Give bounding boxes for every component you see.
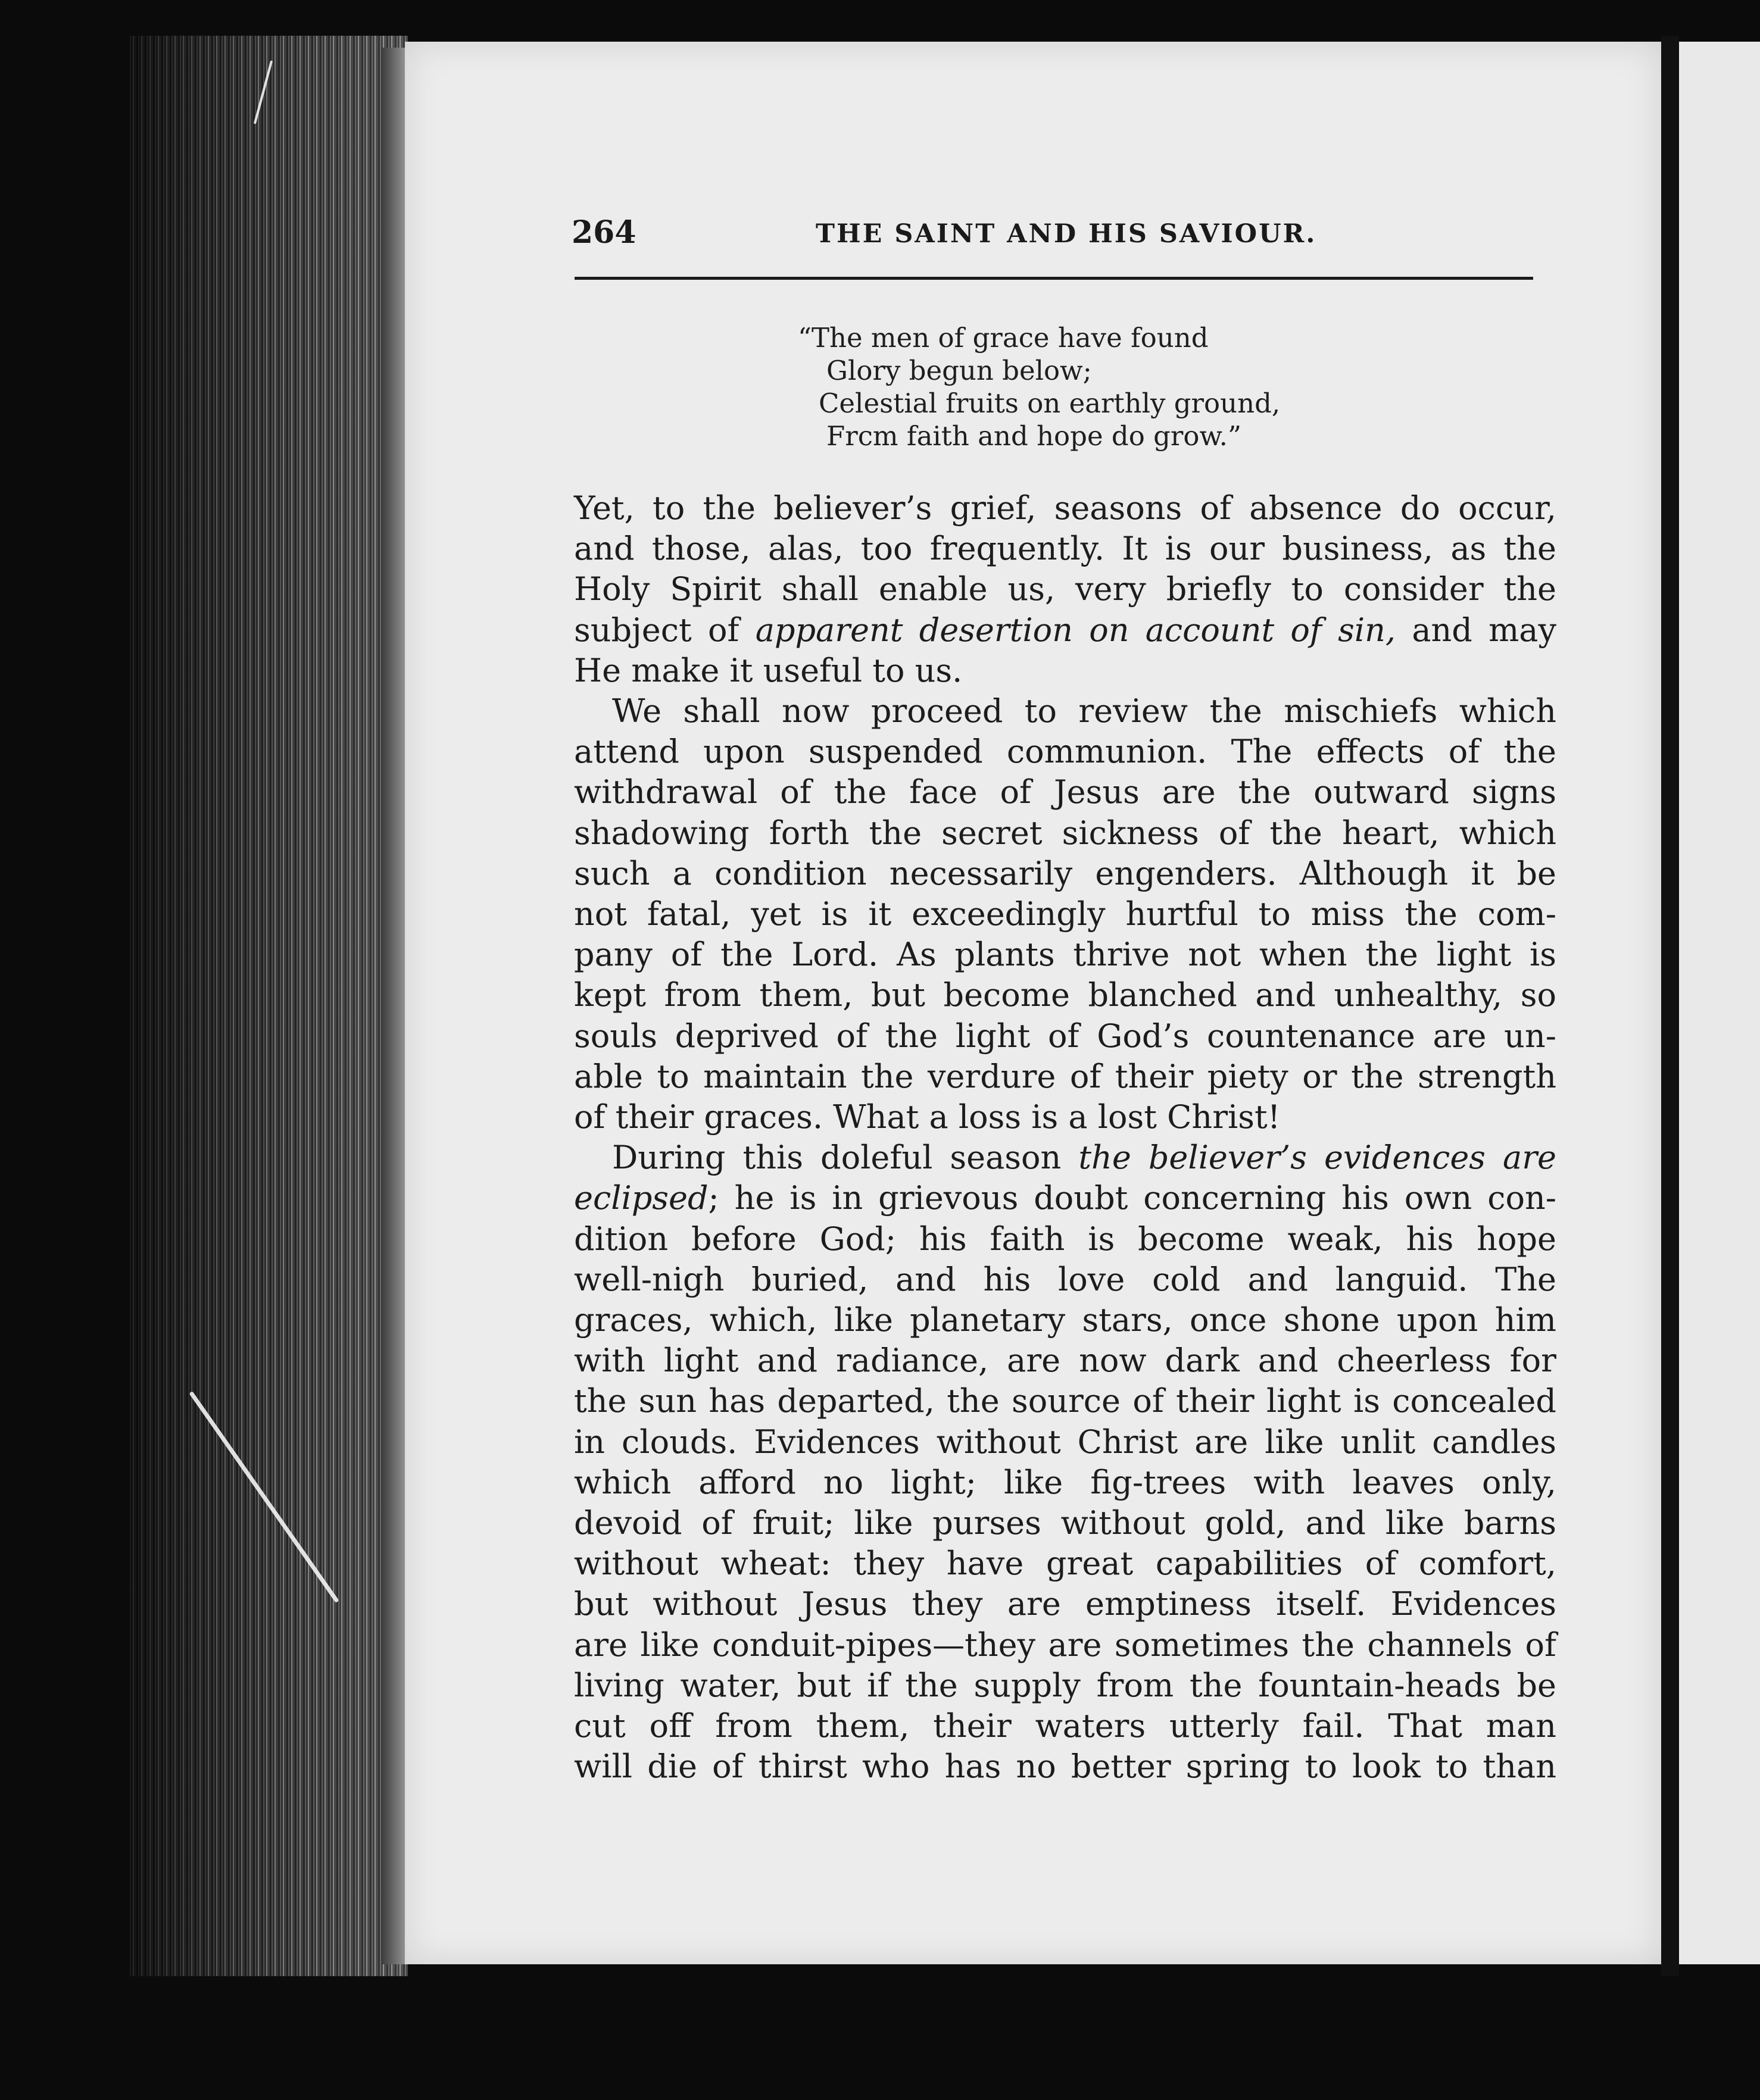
text-line: not fatal, yet is it exceedingly hurtful to miss the com- bbox=[574, 895, 1556, 933]
italic-phrase: the believer’s evidences are bbox=[1078, 1139, 1556, 1177]
text-line: able to maintain the verdure of their piety or the strength bbox=[574, 1057, 1556, 1095]
text-line: dition before God; his faith is become weak, his hope bbox=[574, 1220, 1556, 1258]
text-line: souls deprived of the light of God’s countenance are un- bbox=[574, 1017, 1556, 1055]
verse-quotation bbox=[798, 321, 1280, 452]
text-line: with light and radiance, are now dark and cheerless for bbox=[574, 1342, 1556, 1380]
text-line: withdrawal of the face of Jesus are the outward signs bbox=[574, 773, 1556, 811]
body-text bbox=[574, 488, 1556, 1788]
text-fragment: and may bbox=[1396, 611, 1557, 649]
verse-line: “The men of grace have found bbox=[798, 322, 1209, 354]
text-line: He make it useful to us. bbox=[574, 651, 963, 689]
text-line: without wheat: they have great capabilities of comfort, bbox=[574, 1545, 1556, 1583]
text-line: well-nigh buried, and his love cold and languid. The bbox=[574, 1260, 1556, 1298]
text-line bbox=[574, 1138, 1556, 1178]
paragraph-2 bbox=[574, 691, 1556, 1138]
text-line: kept from them, but become blanched and unhealthy, so bbox=[574, 976, 1556, 1014]
text-line: such a condition necessarily engenders. Although it be bbox=[574, 854, 1556, 892]
text-line: and those, alas, too frequently. It is our business, as the bbox=[574, 530, 1556, 568]
paragraph-3 bbox=[574, 1138, 1556, 1787]
text-line: which afford no light; like fig-trees with leaves only, bbox=[574, 1463, 1556, 1501]
running-title: THE SAINT AND HIS SAVIOUR. bbox=[816, 219, 1317, 249]
running-header bbox=[572, 214, 1530, 262]
text-line: devoid of fruit; like purses without gold, and like barns bbox=[574, 1504, 1556, 1542]
header-rule bbox=[575, 277, 1533, 280]
text-line: graces, which, like planetary stars, once shone upon him bbox=[574, 1301, 1556, 1339]
text-line: the sun has departed, the source of their light is concealed bbox=[574, 1382, 1556, 1420]
verse-line: Glory begun below; bbox=[826, 355, 1092, 386]
paragraph-1 bbox=[574, 488, 1556, 691]
text-line: cut off from them, their waters utterly fail. That man bbox=[574, 1707, 1556, 1745]
text-line: attend upon suspended communion. The effects of the bbox=[574, 733, 1556, 771]
text-line: but without Jesus they are emptiness itself. Evidences bbox=[574, 1585, 1556, 1623]
page-edges bbox=[128, 36, 408, 1976]
text-line: pany of the Lord. As plants thrive not when the light is bbox=[574, 936, 1556, 974]
text-line bbox=[574, 1178, 1556, 1218]
text-line: shadowing forth the secret sickness of the heart, which bbox=[574, 814, 1556, 852]
text-line: in clouds. Evidences without Christ are like unlit candles bbox=[574, 1423, 1556, 1461]
verse-line: Celestial fruits on earthly ground, bbox=[819, 388, 1281, 419]
text-line: are like conduit-pipes—they are sometimes the channels of bbox=[574, 1626, 1556, 1664]
text-line: living water, but if the supply from the fountain-heads be bbox=[574, 1666, 1556, 1704]
text-line: Holy Spirit shall enable us, very briefly to consider the bbox=[574, 570, 1556, 608]
text-line: Yet, to the believer’s grief, seasons of absence do occur, bbox=[574, 489, 1556, 527]
text-fragment: During this doleful season bbox=[612, 1139, 1079, 1177]
italic-phrase: eclipsed bbox=[574, 1179, 709, 1217]
text-fragment: ; he is in grievous doubt concerning his own con- bbox=[708, 1179, 1556, 1217]
italic-phrase: apparent desertion on account of sin, bbox=[755, 611, 1396, 649]
page-number: 264 bbox=[572, 214, 636, 251]
verse-line: Frcm faith and hope do grow.” bbox=[826, 420, 1241, 452]
spine-gap bbox=[1661, 36, 1679, 1976]
text-line: We shall now proceed to review the mischiefs which bbox=[612, 692, 1556, 730]
facing-page-edge bbox=[1679, 42, 1760, 1964]
text-fragment: subject of bbox=[574, 611, 756, 649]
text-line bbox=[574, 610, 1556, 651]
text-line: will die of thirst who has no better spring to look to than bbox=[574, 1748, 1556, 1786]
text-line: of their graces. What a loss is a lost Christ! bbox=[574, 1098, 1281, 1136]
